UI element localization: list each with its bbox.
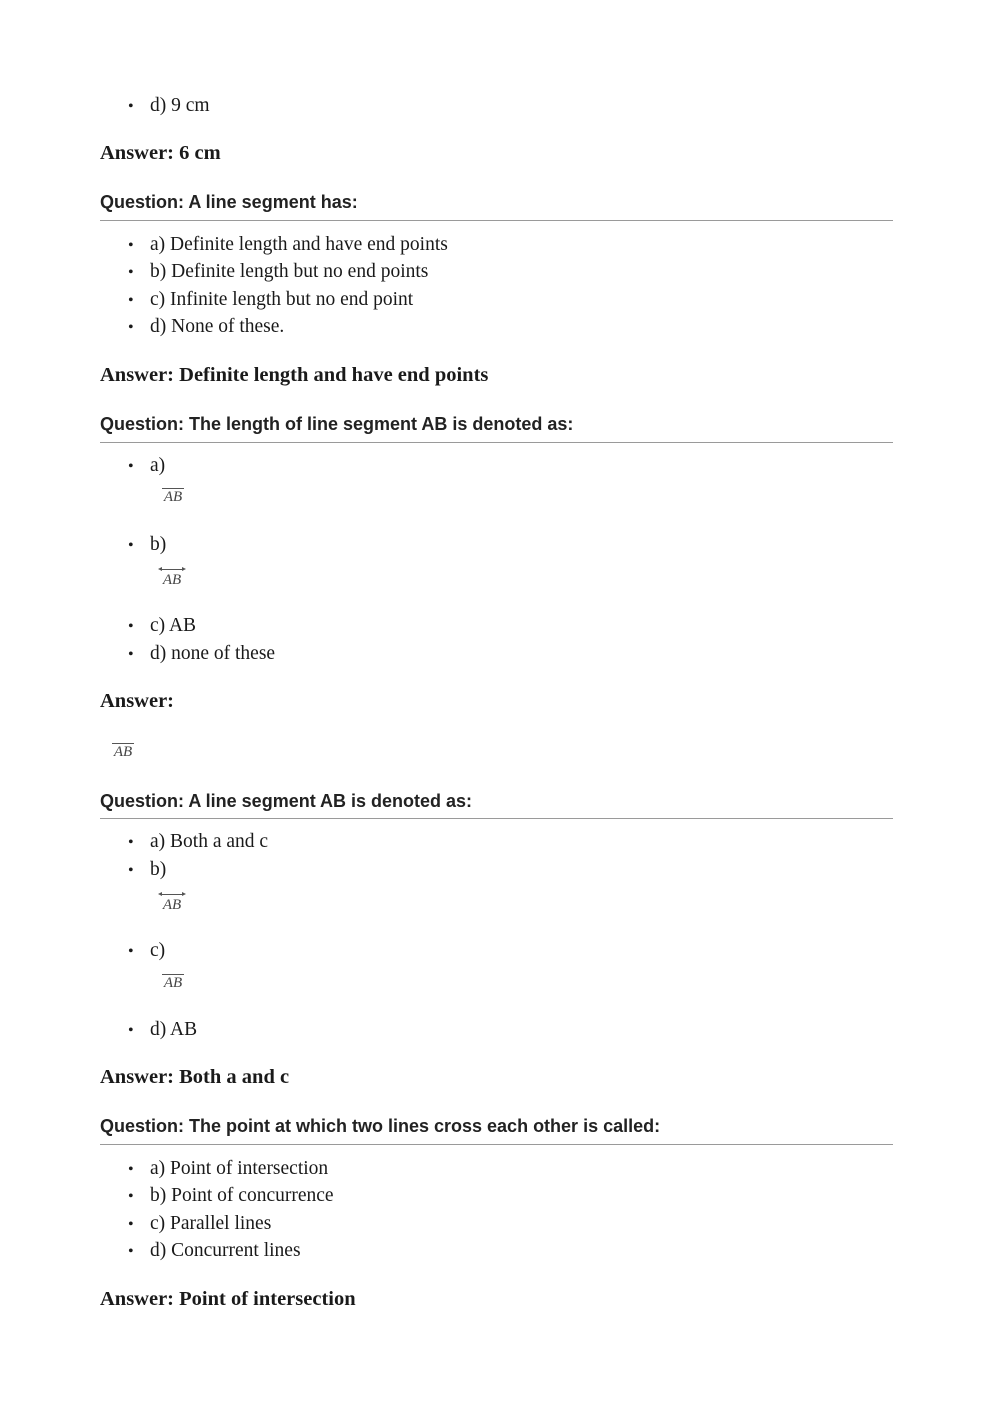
answer: Answer: Both a and c — [100, 1066, 290, 1088]
segment-notation-image: AB — [163, 489, 183, 505]
segment-notation-image: AB — [113, 744, 133, 760]
list-item: • d) 9 cm — [128, 95, 210, 116]
list-item: • a) Point of intersection — [128, 1158, 329, 1179]
list-item: • b) Definite length but no end points — [128, 261, 429, 282]
question-heading: Question: A line segment AB is denoted as: — [100, 791, 473, 811]
list-item: • d) None of these. — [128, 316, 285, 337]
divider — [100, 442, 893, 443]
option-text: b) Definite length but no end points — [150, 261, 429, 282]
list-item: • d) AB — [128, 1019, 198, 1040]
option-text: c) Infinite length but no end point — [150, 289, 414, 310]
option-text: d) Concurrent lines — [150, 1240, 301, 1261]
question-heading: Question: The point at which two lines cross each other is called: — [100, 1116, 661, 1136]
list-item: • c) — [128, 940, 166, 961]
segment-notation-image: AB — [163, 975, 183, 991]
answer: Answer: 6 cm — [100, 142, 221, 164]
answer: Answer: Definite length and have end points — [100, 364, 489, 386]
list-item: • c) Parallel lines — [128, 1213, 272, 1234]
option-text: d) None of these. — [150, 316, 285, 337]
list-item: • a) Definite length and have end points — [128, 234, 448, 255]
line-notation-image: AB — [155, 572, 189, 588]
option-text: b) — [150, 534, 167, 555]
option-text: a) Definite length and have end points — [150, 234, 448, 255]
list-item: • a) Both a and c — [128, 831, 269, 852]
divider — [100, 1144, 893, 1145]
option-text: d) 9 cm — [150, 95, 210, 116]
option-text: d) AB — [150, 1019, 198, 1040]
list-item: • b) — [128, 534, 167, 555]
question-heading: Question: A line segment has: — [100, 192, 358, 212]
list-item: • b) — [128, 859, 167, 880]
line-notation-image: AB — [155, 897, 189, 913]
divider — [100, 818, 893, 819]
option-text: c) Parallel lines — [150, 1213, 272, 1234]
option-text: c) — [150, 940, 166, 961]
list-item: • a) — [128, 455, 166, 476]
list-item: • b) Point of concurrence — [128, 1185, 334, 1206]
list-item: • c) Infinite length but no end point — [128, 289, 414, 310]
option-text: a) — [150, 455, 166, 476]
divider — [100, 220, 893, 221]
option-text: d) none of these — [150, 643, 276, 664]
option-text: a) Both a and c — [150, 831, 269, 852]
option-text: a) Point of intersection — [150, 1158, 329, 1179]
list-item: • d) Concurrent lines — [128, 1240, 301, 1261]
question-heading: Question: The length of line segment AB is denoted as: — [100, 414, 574, 434]
answer: Answer: Point of intersection — [100, 1288, 356, 1310]
list-item: • c) AB — [128, 615, 197, 636]
option-text: b) Point of concurrence — [150, 1185, 334, 1206]
option-text: c) AB — [150, 615, 197, 636]
option-text: b) — [150, 859, 167, 880]
answer: Answer: — [100, 690, 175, 712]
list-item: • d) none of these — [128, 643, 276, 664]
